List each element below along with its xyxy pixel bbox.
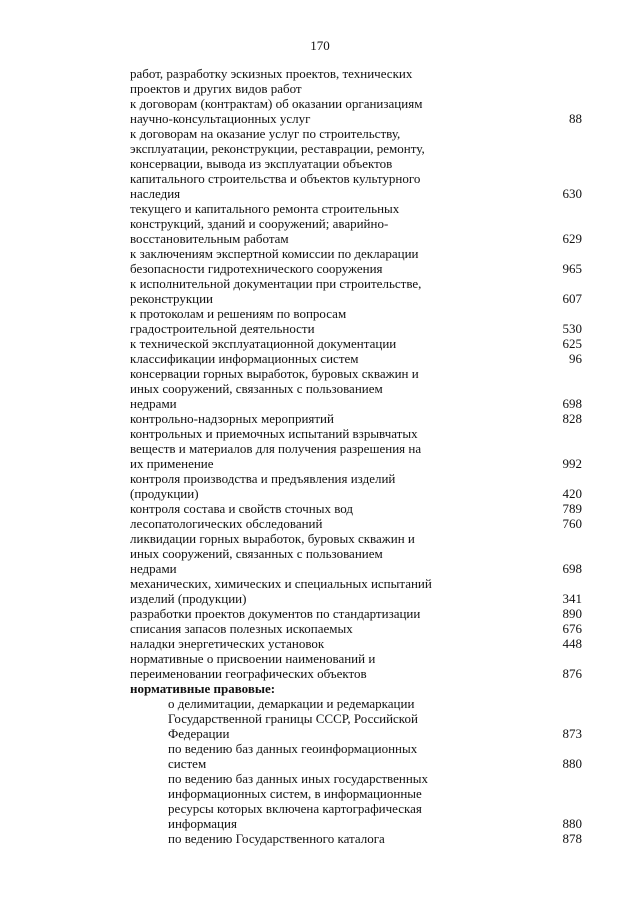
entry-page-number: 448 [562,636,582,651]
entry-page-number: 876 [562,666,582,681]
entry-page-number: 625 [562,336,582,351]
entry-page-number: 96 [569,351,582,366]
index-entry [130,501,590,516]
entry-text-line: консервации горных выработок, буровых скважин и [130,366,419,381]
entry-text-line: иных сооружений, связанных с пользованием [130,381,383,396]
entry-text-line: нормативные правовые: [130,681,276,696]
entry-text-line: недрами [130,396,177,411]
entry-page-number: 530 [562,321,582,336]
entry-text-line: реконструкции [130,291,214,306]
entry-text-line: по ведению Государственного каталога [168,831,385,846]
index-entry [130,741,590,771]
index-entry [130,126,590,201]
entry-text-line: работ, разработку эскизных проектов, технических [130,66,413,81]
entry-page-number: 992 [562,456,582,471]
index-entry [130,606,590,621]
entry-text-line: конструкций, зданий и сооружений; аварийно- [130,216,389,231]
index-entry [130,96,590,126]
entry-page-number: 878 [562,831,582,846]
index-entry [130,411,590,426]
entry-page-number: 828 [562,411,582,426]
entry-text-line: лесопатологических обследований [130,516,323,531]
entry-page-number: 873 [562,726,582,741]
entry-text-line: по ведению баз данных иных государственных [168,771,429,786]
entry-text-line: ликвидации горных выработок, буровых скважин и [130,531,415,546]
index-entry [130,201,590,246]
entry-text-line: (продукции) [130,486,199,501]
entry-text-line: наладки энергетических установок [130,636,325,651]
entry-page-number: 88 [569,111,582,126]
index-entry [130,276,590,306]
index-entry [130,246,590,276]
entry-page-number: 676 [562,621,582,636]
entry-text-line: механических, химических и специальных испытаний [130,576,432,591]
entry-text-line: веществ и материалов для получения разрешения на [130,441,422,456]
entry-page-number: 789 [562,501,582,516]
section-heading [130,681,590,696]
entry-text-line: к технической эксплуатационной документации [130,336,397,351]
index-entry [130,471,590,501]
entry-text-line: безопасности гидротехнического сооружения [130,261,383,276]
entry-text-line: к заключениям экспертной комиссии по декларации [130,246,419,261]
index-entry [130,576,590,606]
entry-text-line: переименовании географических объектов [130,666,367,681]
entry-text-line: к протоколам и решениям по вопросам [130,306,347,321]
entry-text-line: ресурсы которых включена картографическая [168,801,422,816]
entry-page-number: 890 [562,606,582,621]
entry-page-number: 607 [562,291,582,306]
entry-text-line: эксплуатации, реконструкции, реставрации, ремонту, [130,141,425,156]
entry-text-line: научно-консультационных услуг [130,111,311,126]
index-entry [130,771,590,831]
entry-text-line: контрольных и приемочных испытаний взрывчатых [130,426,418,441]
index-entry [130,306,590,336]
index-entry [130,66,590,96]
entry-text-line: проектов и других видов работ [130,81,302,96]
index-entries [130,66,590,846]
entry-page-number: 629 [562,231,582,246]
entry-text-line: информационных систем, в информационные [168,786,422,801]
entry-text-line: восстановительным работам [130,231,289,246]
index-entry [130,831,590,846]
entry-text-line: информация [168,816,237,831]
index-entry [130,426,590,471]
index-entry [130,531,590,576]
entry-text-line: списания запасов полезных ископаемых [130,621,353,636]
entry-page-number: 880 [562,816,582,831]
index-entry [130,651,590,681]
entry-page-number: 698 [562,396,582,411]
entry-text-line: изделий (продукции) [130,591,247,606]
entry-page-number: 420 [562,486,582,501]
entry-text-line: Федерации [168,726,230,741]
index-entry [130,696,590,741]
entry-text-line: консервации, вывода из эксплуатации объектов [130,156,393,171]
index-entry [130,621,590,636]
entry-text-line: текущего и капитального ремонта строительных [130,201,400,216]
entry-page-number: 965 [562,261,582,276]
entry-page-number: 880 [562,756,582,771]
entry-text-line: к исполнительной документации при строительстве, [130,276,422,291]
entry-text-line: Государственной границы СССР, Российской [168,711,418,726]
entry-text-line: классификации информационных систем [130,351,359,366]
entry-text-line: иных сооружений, связанных с пользованием [130,546,383,561]
index-entry [130,366,590,411]
entry-text-line: систем [168,756,207,771]
entry-page-number: 760 [562,516,582,531]
index-entry [130,351,590,366]
entry-text-line: к договорам на оказание услуг по строительству, [130,126,401,141]
entry-text-line: градостроительной деятельности [130,321,315,336]
index-entry [130,516,590,531]
entry-text-line: к договорам (контрактам) об оказании организациям [130,96,423,111]
entry-page-number: 698 [562,561,582,576]
entry-text-line: наследия [130,186,181,201]
entry-text-line: разработки проектов документов по стандартизации [130,606,421,621]
entry-text-line: нормативные о присвоении наименований и [130,651,376,666]
index-entry [130,336,590,351]
entry-text-line: по ведению баз данных геоинформационных [168,741,418,756]
entry-text-line: контроля состава и свойств сточных вод [130,501,353,516]
entry-text-line: недрами [130,561,177,576]
entry-text-line: о делимитации, демаркации и редемаркации [168,696,415,711]
entry-text-line: контрольно-надзорных мероприятий [130,411,334,426]
index-entry [130,636,590,651]
entry-page-number: 630 [562,186,582,201]
entry-text-line: их применение [130,456,214,471]
entry-text-line: контроля производства и предъявления изделий [130,471,396,486]
entry-page-number: 341 [562,591,582,606]
entry-text-line: капитального строительства и объектов культурного [130,171,421,186]
page-number: 170 [310,38,330,53]
